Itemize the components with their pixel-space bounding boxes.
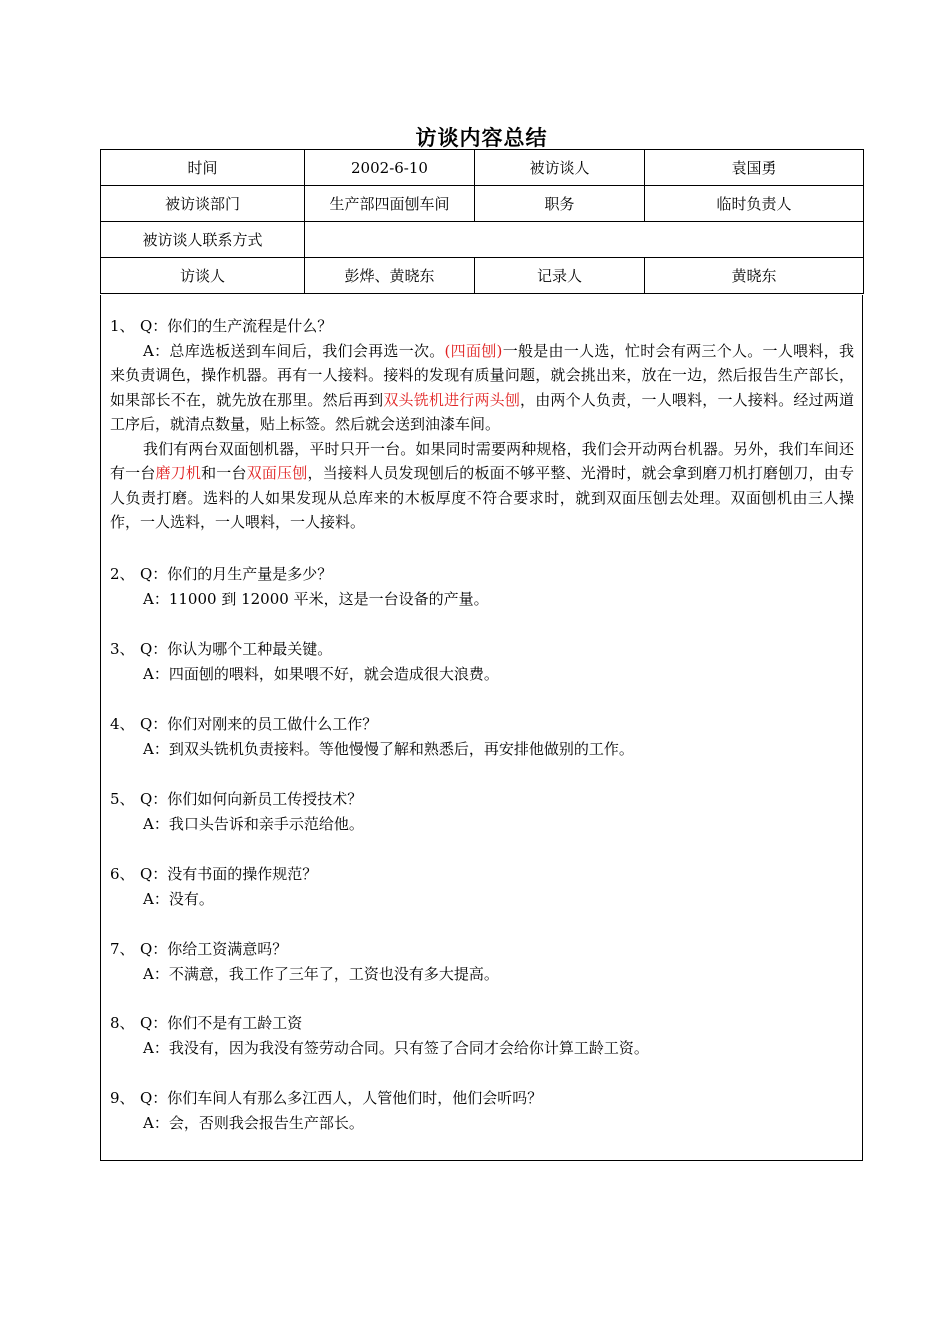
qa-item-6	[110, 862, 854, 911]
qa-item-4	[110, 712, 854, 761]
info-row-contact	[101, 222, 864, 258]
position-label: 职务	[475, 186, 645, 222]
question	[110, 562, 854, 587]
answer-text: ，当接料人员发现刨后的板面不够平整、光滑时，就会拿到磨刀机打磨刨刀，由专人负责打磨。选料的人如果发现从总库来的木板厚度不符合要求时，就到双面压刨去处理。双面刨机由三人操作，一人选料，一人喂料，一人接料。	[110, 464, 854, 531]
contact-value	[305, 222, 864, 258]
interviewer-value: 彭烨、黄晓东	[305, 258, 475, 294]
question-number: 2、	[110, 565, 135, 583]
qa-item-2	[110, 562, 854, 611]
question-number: 8、	[110, 1014, 135, 1032]
answer-text: A：总库选板送到车间后，我们会再选一次。	[143, 341, 445, 360]
contact-label: 被访谈人联系方式	[101, 222, 305, 258]
interviewee-value: 袁国勇	[645, 150, 864, 186]
info-row-dept	[101, 186, 864, 222]
answer-text: A：到双头铣机负责接料。等他慢慢了解和熟悉后，再安排他做别的工作。	[143, 739, 634, 758]
question-text: Q：你们如何向新员工传授技术？	[140, 790, 363, 808]
answer-text: A：四面刨的喂料，如果喂不好，就会造成很大浪费。	[143, 664, 499, 683]
dept-value: 生产部四面刨车间	[305, 186, 475, 222]
qa-item-7	[110, 937, 854, 986]
question	[110, 1011, 854, 1036]
answer-text: A：我没有，因为我没有签劳动合同。只有签了合同才会给你计算工龄工资。	[143, 1038, 649, 1057]
info-row-time	[101, 150, 864, 186]
recorder-label: 记录人	[475, 258, 645, 294]
question	[110, 862, 854, 887]
answer-text: 我们有两台双面刨机器，平时只开一台。如果同时需要两种规格，我们会开动两台机器。另外，我们车间还有一台	[110, 439, 854, 482]
question-number: 3、	[110, 640, 135, 658]
position-value: 临时负责人	[645, 186, 864, 222]
answer	[110, 339, 854, 437]
highlight-text: 磨刀机	[155, 464, 202, 482]
question-number: 6、	[110, 865, 135, 883]
question	[110, 787, 854, 812]
interviewee-label: 被访谈人	[475, 150, 645, 186]
info-table	[100, 149, 864, 294]
question	[110, 314, 854, 339]
question	[110, 1086, 854, 1111]
qa-item-8	[110, 1011, 854, 1060]
highlight-text: 双面压刨	[246, 464, 308, 482]
interview-content-box	[100, 295, 863, 1161]
answer-text: A：我口头告诉和亲手示范给他。	[143, 814, 364, 833]
time-value: 2002-6-10	[305, 150, 475, 186]
question-text: Q：你们不是有工龄工资	[140, 1014, 303, 1032]
question-number: 5、	[110, 790, 135, 808]
question-number: 4、	[110, 715, 135, 733]
question-number: 7、	[110, 940, 135, 958]
page-title: 访谈内容总结	[415, 126, 548, 150]
highlight-text: (四面刨)	[444, 341, 503, 360]
qa-item-5	[110, 787, 854, 836]
answer-text: 一般是由一人选，忙时会有两三个人。一人喂料，我来负责调色，操作机器。再有一人接料。接料的发现有质量问题，就会挑出来，放在一边，然后报告生产部长，如果部长不在，就先放在那里。然后再到	[110, 341, 854, 409]
interviewer-label: 访谈人	[101, 258, 305, 294]
qa-item-1	[110, 314, 854, 535]
question	[110, 937, 854, 962]
qa-item-9	[110, 1086, 854, 1135]
question	[110, 637, 854, 662]
question	[110, 712, 854, 737]
recorder-value: 黄晓东	[645, 258, 864, 294]
question-number: 9、	[110, 1089, 135, 1107]
info-row-interviewer	[101, 258, 864, 294]
answer-text: 和一台	[201, 464, 247, 482]
answer-paragraph	[110, 437, 854, 535]
answer-text: A：11000 到 12000 平米，这是一台设备的产量。	[143, 589, 489, 608]
answer-text: ，由两个人负责，一人喂料，一人接料。经过两道工序后，就清点数量，贴上标签。然后就会送到油漆车间。	[110, 390, 854, 433]
question-text: Q：你们对刚来的员工做什么工作？	[140, 715, 378, 733]
highlight-text: 双头铣机进行两头刨	[383, 390, 521, 409]
answer-text: A：不满意，我工作了三年了，工资也没有多大提高。	[143, 964, 499, 983]
question-text: Q：你认为哪个工种最关键。	[140, 640, 333, 658]
question-text: Q：你们的月生产量是多少？	[140, 565, 333, 583]
time-label: 时间	[101, 150, 305, 186]
answer-text: A：没有。	[143, 889, 214, 908]
qa-item-3	[110, 637, 854, 686]
answer-text: A：会，否则我会报告生产部长。	[143, 1113, 364, 1132]
question-text: Q：你给工资满意吗？	[140, 940, 288, 958]
question-number: 1、	[110, 317, 135, 335]
question-text: Q：没有书面的操作规范？	[140, 865, 318, 883]
dept-label: 被访谈部门	[101, 186, 305, 222]
question-text: Q：你们车间人有那么多江西人，人管他们时，他们会听吗？	[140, 1089, 543, 1107]
question-text: Q：你们的生产流程是什么？	[140, 317, 333, 335]
